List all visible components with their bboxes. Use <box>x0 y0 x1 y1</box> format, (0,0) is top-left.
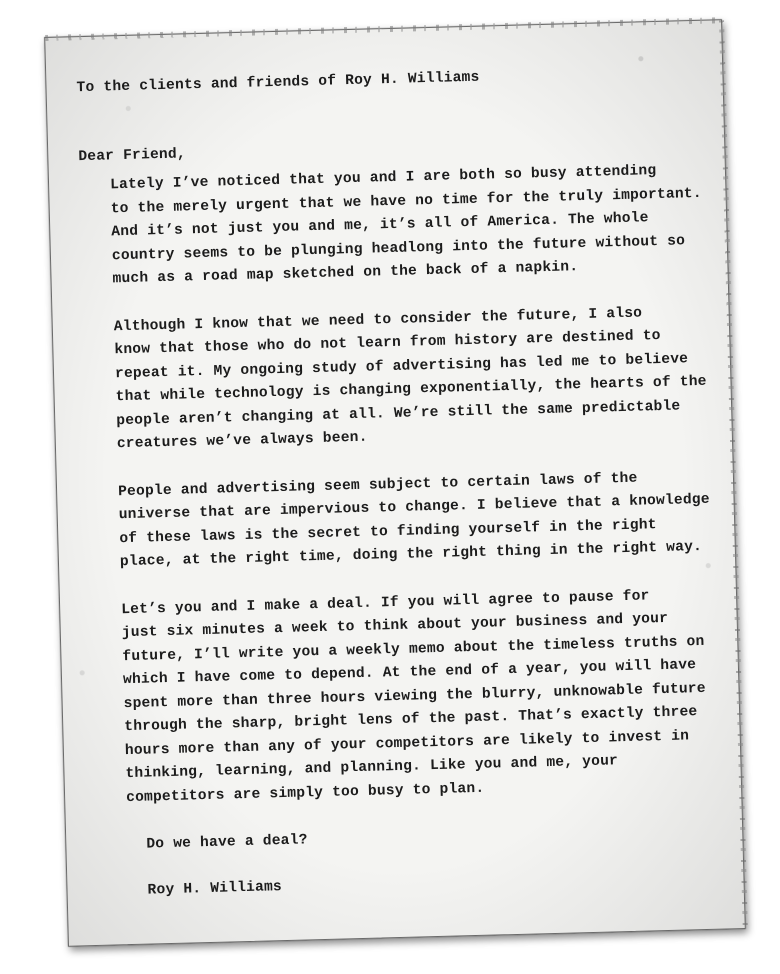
paragraph-line: Let’s you and I make a deal. If you will agree to pause for <box>121 587 650 618</box>
paragraph-line: much as a road map sketched on the back of a napkin. <box>112 259 579 288</box>
paragraph-line: people aren’t changing at all. We’re still the same predictable <box>116 398 681 429</box>
paragraph-line: country seems to be plunging headlong into the future without so <box>111 232 686 264</box>
paragraph-line: place, at the right time, doing the right thing in the right way. <box>119 538 703 571</box>
paragraph-3 <box>87 465 709 575</box>
paragraph-line: universe that are impervious to change. I believe that a knowledge <box>118 491 710 524</box>
paper-right-edge <box>719 20 748 928</box>
paragraph-line: Although I know that we need to consider the future, I also <box>113 304 643 335</box>
paragraph-line: just six minutes a week to think about your business and your <box>121 610 669 642</box>
paragraph-line: through the sharp, bright lens of the past. That’s exactly three <box>124 704 698 736</box>
paragraph-line: which I have come to depend. At the end of a year, you will have <box>122 657 697 689</box>
paragraph-1 <box>79 159 702 293</box>
paragraph-line: know that those who do not learn from history are destined to <box>114 327 661 359</box>
paragraph-line: repeat it. My ongoing study of advertising has led me to believe <box>114 350 689 382</box>
paragraph-line: hours more than any of your competitors are likely to invest in <box>124 727 690 759</box>
paragraph-line: spent more than three hours viewing the blurry, unknowable future <box>123 680 706 712</box>
paragraph-line: thinking, learning, and planning. Like you and me, your <box>125 753 619 783</box>
paragraph-line: And it’s not just you and me, it’s all of America. The whole <box>111 210 649 241</box>
closing-line: Do we have a deal? <box>146 832 308 853</box>
paragraph-line: to the merely urgent that we have no time for the truly important. <box>110 185 702 217</box>
letter-header: To the clients and friends of Roy H. Williams <box>76 69 480 97</box>
paragraph-line: creatures we’ve always been. <box>116 429 368 453</box>
paragraph-4 <box>90 583 715 811</box>
letter-body <box>76 61 717 904</box>
paragraph-line: Lately I’ve noticed that you and I are both so busy attending <box>109 163 657 194</box>
paragraph-line: of these laws is the secret to finding yourself in the right <box>119 516 657 547</box>
paragraph-line: People and advertising seem subject to certain laws of the <box>117 470 638 500</box>
paper-top-edge <box>45 17 721 41</box>
letter-paper <box>44 19 746 946</box>
paragraph-line: that while technology is changing exponentially, the hearts of the <box>115 373 707 406</box>
signature: Roy H. Williams <box>147 878 283 899</box>
paragraph-line: future, I’ll write you a weekly memo about the timeless truths on <box>122 633 705 665</box>
paragraph-line: competitors are simply too busy to plan. <box>125 780 485 806</box>
salutation: Dear Friend, <box>78 145 187 165</box>
paragraph-2 <box>83 300 706 457</box>
